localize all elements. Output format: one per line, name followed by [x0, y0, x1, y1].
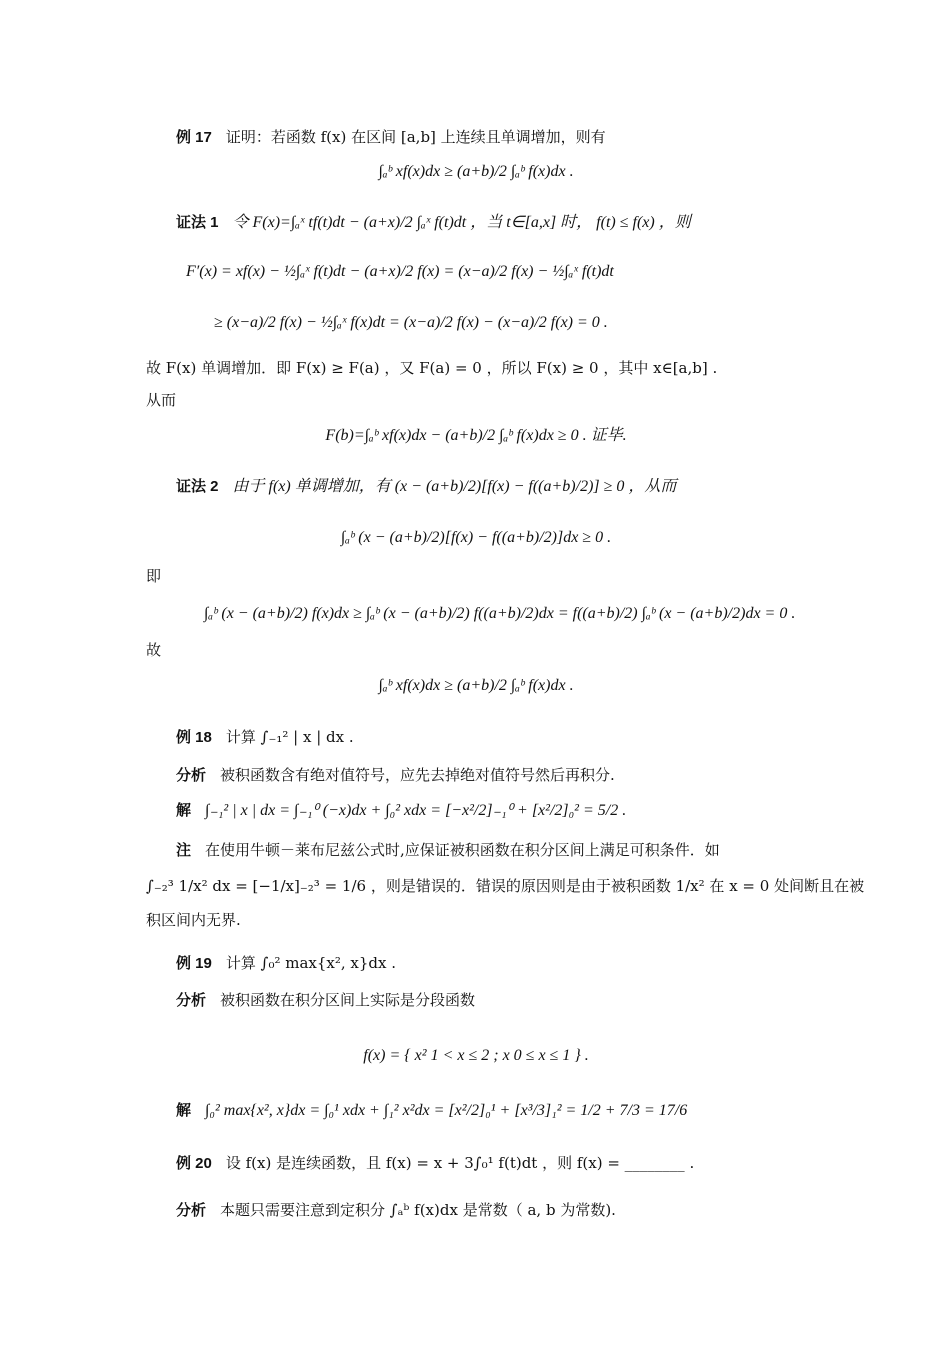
proof-2-label: 证法 2	[176, 478, 219, 495]
proof-1-thus: 从而	[146, 391, 177, 409]
example-19-header	[176, 953, 396, 974]
example-20-analysis-label: 分析	[176, 1202, 207, 1219]
proof-2-final: ∫ₐᵇ xf(x)dx ≥ (a+b)/2 ∫ₐᵇ f(x)dx .	[378, 677, 574, 694]
example-17-header	[176, 127, 606, 148]
example-17-formula: ∫ₐᵇ xf(x)dx ≥ (a+b)/2 ∫ₐᵇ f(x)dx .	[378, 163, 574, 180]
example-18-analysis-label: 分析	[176, 767, 207, 784]
example-17-statement: 证明：若函数 f(x) 在区间 [a,b] 上连续且单调增加，则有	[225, 128, 606, 146]
example-18-statement: 计算 ∫₋₁² | x | dx .	[225, 728, 354, 746]
proof-2-inequality-2: ∫ₐᵇ (x − (a+b)/2) f(x)dx ≥ ∫ₐᵇ (x − (a+b)/2) f((a+b)/2)dx = f((a+b)/2) ∫ₐᵇ (x − (a+b)/2)dx = 0 .	[204, 605, 796, 622]
example-19-piecewise: f(x) = { x² 1 < x ≤ 2 ; x 0 ≤ x ≤ 1 } .	[363, 1047, 589, 1064]
example-18-solution-text: ∫₋₁² | x | dx = ∫₋₁⁰ (−x)dx + ∫₀² xdx = [−x²/2]₋₁⁰ + [x²/2]₀² = 5/2 .	[205, 802, 627, 819]
example-20-label: 例 20	[176, 1155, 212, 1172]
example-20-analysis	[176, 1200, 616, 1221]
example-18-analysis	[176, 765, 615, 786]
proof-1-conclusion: 故 F(x) 单调增加．即 F(x) ≥ F(a) ，又 F(a) = 0 ，所以 F(x) ≥ 0 ，其中 x∈[a,b] .	[146, 359, 718, 377]
proof-1-derivative-1: F′(x) = xf(x) − ½∫ₐˣ f(t)dt − (a+x)/2 f(x) = (x−a)/2 f(x) − ½∫ₐˣ f(t)dt	[186, 263, 614, 280]
proof-2-text: 由于 f(x) 单调增加，有 (x − (a+b)/2)[f(x) − f((a+b)/2)] ≥ 0 ，从而	[232, 478, 677, 495]
example-19-solution-label: 解	[176, 1102, 192, 1119]
proof-1-text: 令 F(x)=∫ₐˣ tf(t)dt − (a+x)/2 ∫ₐˣ f(t)dt ，当 t∈[a,x] 时， f(t) ≤ f(x) ，则	[232, 214, 691, 231]
proof-2-ji: 即	[146, 567, 162, 585]
example-18-note	[176, 840, 720, 861]
example-19-statement: 计算 ∫₀² max{x², x}dx .	[225, 954, 397, 972]
example-18-label: 例 18	[176, 729, 212, 746]
example-20-header	[176, 1153, 694, 1174]
example-19-label: 例 19	[176, 955, 212, 972]
proof-2-inequality: ∫ₐᵇ (x − (a+b)/2)[f(x) − f((a+b)/2)]dx ≥ 0 .	[340, 529, 612, 546]
proof-1-derivative-2: ≥ (x−a)/2 f(x) − ½∫ₐˣ f(x)dt = (x−a)/2 f(x) − (x−a)/2 f(x) = 0 .	[214, 314, 608, 331]
example-18-solution-label: 解	[176, 802, 192, 819]
proof-2-intro	[176, 476, 676, 497]
example-20-analysis-text: 本题只需要注意到定积分 ∫ₐᵇ f(x)dx 是常数（ a, b 为常数).	[220, 1201, 616, 1219]
example-18-note-line-2: ∫₋₂³ 1/x² dx = [−1/x]₋₂³ = 1/6 ，则是错误的．错误的原因则是由于被积函数 1/x² 在 x = 0 处间断且在被	[146, 877, 865, 895]
example-19-solution	[176, 1100, 687, 1121]
example-19-analysis-text: 被积函数在积分区间上实际是分段函数	[220, 991, 476, 1009]
example-18-note-line-1: 在使用牛顿－莱布尼兹公式时,应保证被积函数在积分区间上满足可积条件．如	[205, 841, 720, 859]
proof-2-gu: 故	[146, 641, 162, 659]
proof-1-final: F(b)=∫ₐᵇ xf(x)dx − (a+b)/2 ∫ₐᵇ f(x)dx ≥ 0 . 证毕.	[325, 427, 627, 444]
example-17-label: 例 17	[176, 129, 212, 146]
example-18-solution	[176, 800, 626, 821]
proof-1-label: 证法 1	[176, 214, 219, 231]
example-19-solution-text: ∫₀² max{x², x}dx = ∫₀¹ xdx + ∫₁² x²dx = [x²/2]₀¹ + [x³/3]₁² = 1/2 + 7/3 = 17/6	[205, 1102, 688, 1119]
example-18-note-label: 注	[176, 842, 192, 859]
example-18-note-line-3: 积区间内无界.	[146, 911, 241, 929]
example-18-analysis-text: 被积函数含有绝对值符号，应先去掉绝对值符号然后再积分.	[220, 766, 615, 784]
example-20-statement: 设 f(x) 是连续函数，且 f(x) = x + 3∫₀¹ f(t)dt ，则 f(x) = ________ .	[225, 1154, 695, 1172]
proof-1-intro	[176, 212, 691, 233]
example-18-header	[176, 727, 354, 748]
example-19-analysis-label: 分析	[176, 992, 207, 1009]
example-19-analysis	[176, 990, 475, 1011]
